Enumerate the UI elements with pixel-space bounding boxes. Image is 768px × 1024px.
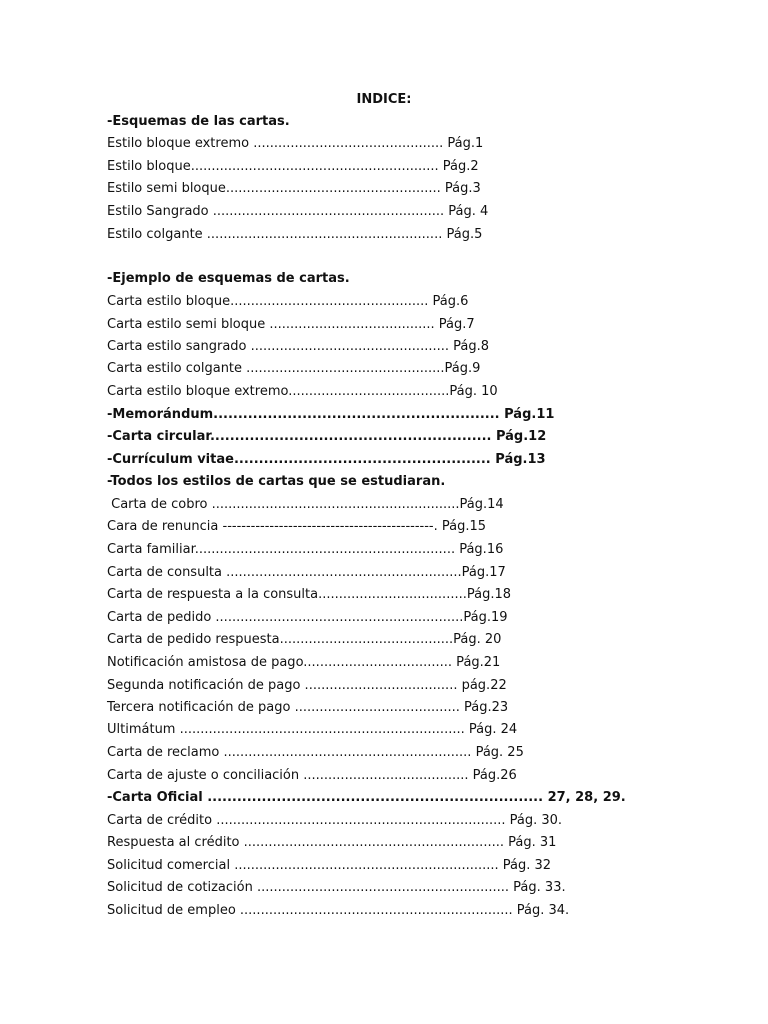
index-entry: Carta de consulta .........................................................Pág.17 [107,565,506,580]
index-entry: Carta de reclamo ............................................................ Pág. 25 [107,745,524,760]
index-entry: Estilo colgante ......................................................... Pág.5 [107,227,483,242]
index-entry: Respuesta al crédito ............................................................... Pág. 31 [107,835,557,850]
index-entry: Carta estilo sangrado ................................................ Pág.8 [107,339,490,354]
index-entry: Tercera notificación de pago ........................................ Pág.23 [107,700,509,715]
index-entry: Carta de respuesta a la consulta....................................Pág.18 [107,587,512,602]
index-entry: Carta de cobro ............................................................Pág.14 [107,497,504,512]
index-entry: Carta estilo bloque................................................ Pág.6 [107,294,469,309]
section-heading-memorandum: -Memorándum.......................................................... Pág.11 [107,407,555,422]
index-entry: Estilo semi bloque.................................................... Pág.3 [107,181,481,196]
index-entry: Carta estilo colgante ................................................Pág.9 [107,361,481,376]
index-title: INDICE: [356,92,412,107]
section-heading-carta-circular: -Carta circular......................................................... Pág.12 [107,429,547,444]
index-entry: Carta de pedido ............................................................Pág.19 [107,610,508,625]
index-entry: Carta estilo semi bloque ........................................ Pág.7 [107,317,475,332]
index-entry: Carta estilo bloque extremo.......................................Pág. 10 [107,384,498,399]
index-entry: Estilo bloque extremo .............................................. Pág.1 [107,136,484,151]
section-heading-ejemplo: -Ejemplo de esquemas de cartas. [107,271,350,286]
index-entry: Carta de pedido respuesta..........................................Pág. 20 [107,632,502,647]
index-entry: Carta familiar............................................................... Pág.16 [107,542,504,557]
section-heading-todos-los-estilos: -Todos los estilos de cartas que se estudiaran. [107,474,446,489]
section-heading-curriculum: -Currículum vitae.................................................... Pág.13 [107,452,546,467]
index-entry: Notificación amistosa de pago.................................... Pág.21 [107,655,501,670]
section-heading-carta-oficial: -Carta Oficial .................................................................... 27, 28, 29. [107,790,626,805]
index-entry: Segunda notificación de pago ..................................... pág.22 [107,678,507,693]
index-entry: Cara de renuncia ---------------------------------------------. Pág.15 [107,519,487,534]
index-entry: Estilo Sangrado ........................................................ Pág. 4 [107,204,489,219]
index-entry: Carta de crédito ...................................................................... Pág. 30. [107,813,563,828]
index-entry: Solicitud comercial ................................................................ Pág. 32 [107,858,552,873]
index-entry: Solicitud de empleo .................................................................. Pág. 34. [107,903,570,918]
section-heading-esquemas: -Esquemas de las cartas. [107,114,290,129]
index-entry: Carta de ajuste o conciliación ........................................ Pág.26 [107,768,517,783]
index-entry: Ultimátum ..................................................................... Pág. 24 [107,722,518,737]
index-entry: Solicitud de cotización ............................................................. Pág. 33. [107,880,566,895]
index-entry: Estilo bloque............................................................ Pág.2 [107,159,479,174]
